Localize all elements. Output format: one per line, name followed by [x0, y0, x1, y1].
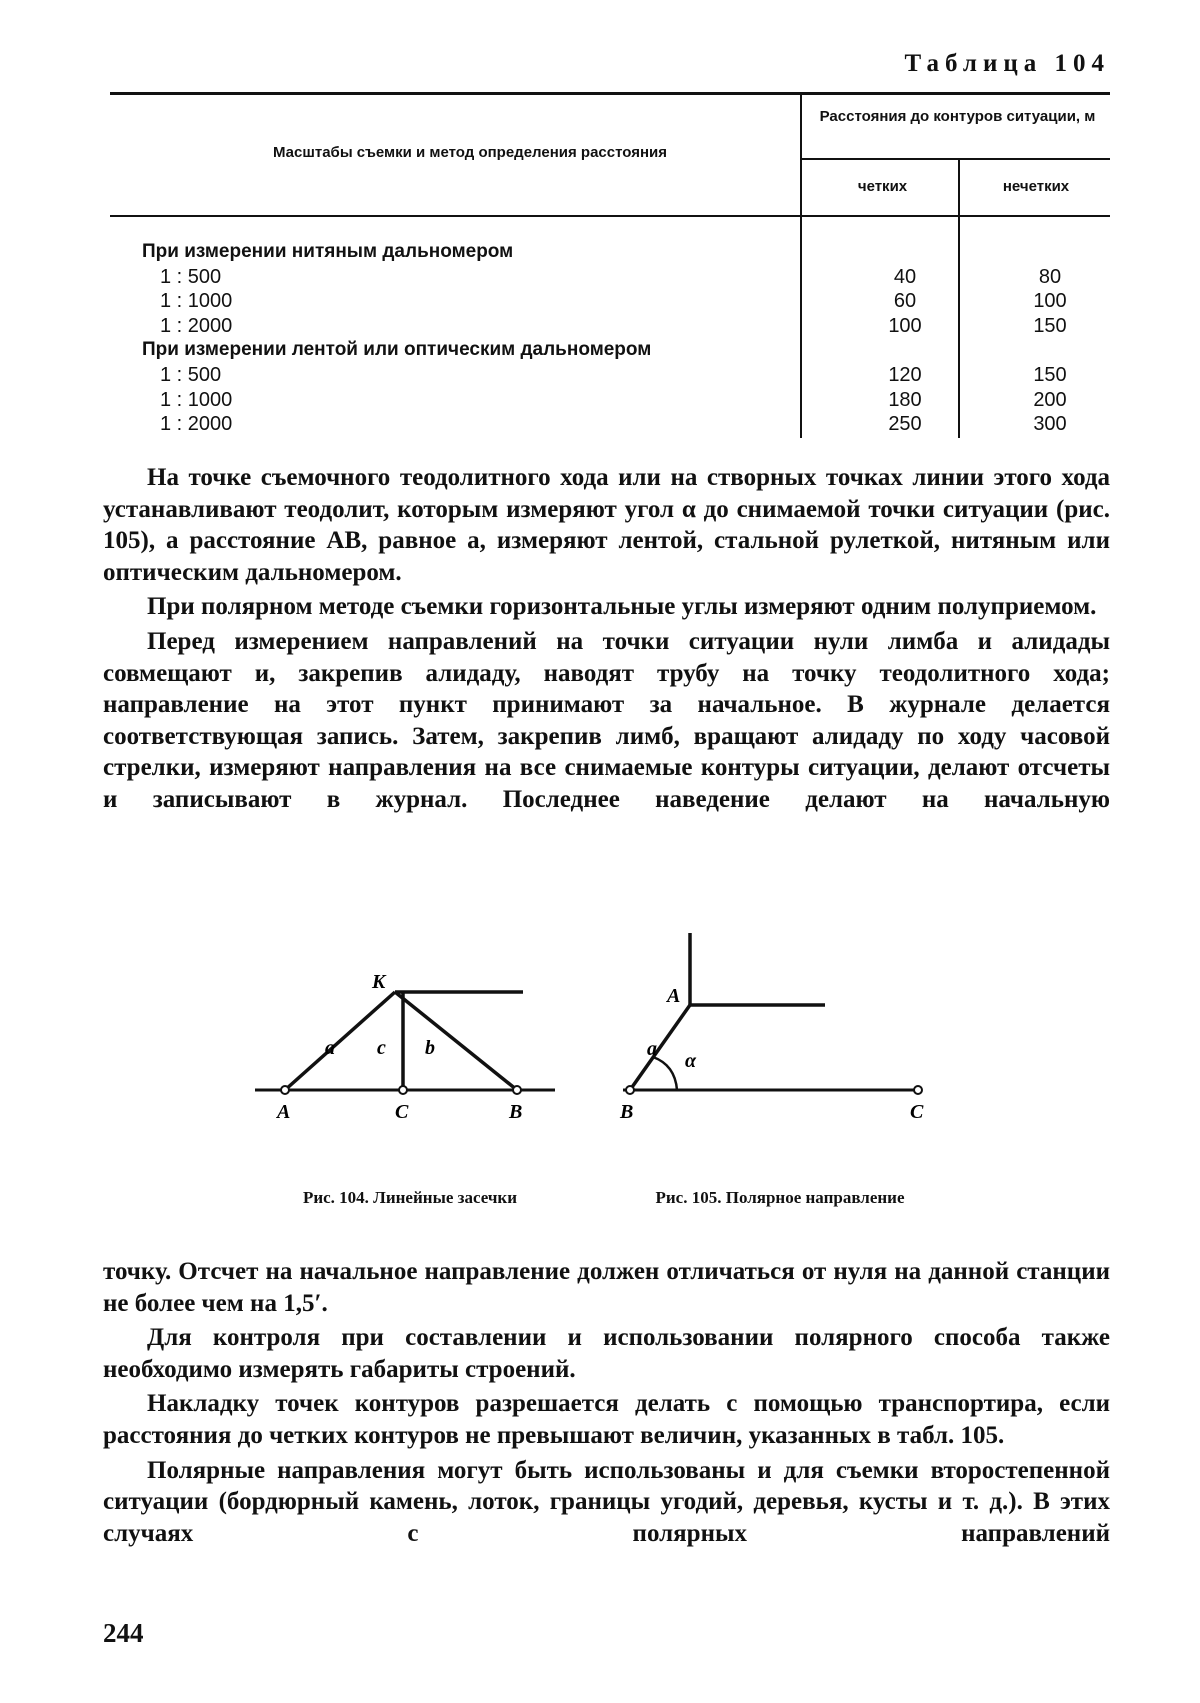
figure-105 [615, 925, 945, 1130]
paragraph: точку. Отсчет на начальное направление должен отличаться от нуля на данной станции не более чем на 1,5′. [103, 1258, 1110, 1317]
row-label: 1 : 2000 [160, 413, 233, 436]
row-label: 1 : 500 [160, 265, 222, 288]
header-clear: четких [857, 178, 908, 195]
text-top [103, 462, 1110, 816]
table-row [110, 314, 1110, 339]
cell-clear: 100 [888, 314, 922, 337]
point-c [399, 1086, 407, 1094]
table-group-rule [800, 158, 1110, 160]
header-unclear: нечетких [1002, 178, 1070, 195]
paragraph: Для контроля при составлении и использовании полярного способа также необходимо измерять габариты строений. [103, 1324, 1110, 1383]
cell-unclear: 150 [1033, 314, 1067, 337]
cell-clear: 180 [888, 388, 922, 411]
text-bottom [103, 1256, 1110, 1549]
table-row [110, 412, 1110, 437]
label-B: B [509, 1101, 523, 1123]
label-B: B [620, 1101, 634, 1123]
point-a [281, 1086, 289, 1094]
label-alpha: α [685, 1050, 697, 1072]
page-number: 244 [103, 1618, 144, 1648]
cell-unclear: 300 [1033, 413, 1067, 436]
row-label: При измерении нитяным дальномером [142, 241, 514, 262]
cell-unclear: 80 [1038, 265, 1062, 288]
cell-clear: 60 [893, 290, 917, 313]
header-scale-method: Масштабы съемки и метод определения расстояния [273, 144, 667, 161]
figure-105-drawing [615, 925, 945, 1130]
table-caption: Таблица 104 [904, 50, 1110, 77]
point-b [626, 1086, 634, 1094]
table-row [110, 388, 1110, 413]
label-A: A [277, 1101, 291, 1123]
paragraph: Перед измерением направлений на точки ситуации нули лимба и алидады совмещают и, закрепив алидаду, наводят трубу на точку теодолитного хода; направление на этот пункт принимают за начальное. В журнале делается соответствующая запись. Затем, закрепив лимб, вращают алидаду по ходу часовой стрелки, измеряют направления на все снимаемые контуры ситуации, делают отсчеты и записывают в журнал. Последнее наведение делают на начальную [103, 627, 1110, 813]
cell-clear: 250 [888, 413, 922, 436]
label-K: K [372, 971, 386, 993]
side-a [630, 1005, 690, 1090]
figure-104 [255, 930, 565, 1130]
paragraph: При полярном методе съемки горизонтальные углы измеряют одним полуприемом. [147, 593, 1097, 621]
paragraph: Накладку точек контуров разрешается делать с помощью транспортира, если расстояния до четких контуров не превышают величин, указанных в табл. 105. [103, 1390, 1110, 1449]
point-c [914, 1086, 922, 1094]
label-a: a [325, 1037, 335, 1059]
row-label: 1 : 1000 [160, 388, 233, 411]
label-C: C [910, 1101, 924, 1123]
figure-105-caption: Рис. 105. Полярное направление [655, 1188, 905, 1207]
point-b [513, 1086, 521, 1094]
cell-clear: 120 [888, 363, 922, 386]
paragraph: Полярные направления могут быть использованы и для съемки второстепенной ситуации (бордюрный камень, лоток, границы угодий, деревья, кусты и т. д.). В этих случаях с полярных направлений [103, 1456, 1110, 1547]
table-top-rule [110, 92, 1110, 95]
table-row [110, 265, 1110, 290]
row-label: 1 : 500 [160, 363, 222, 386]
table-header-rule [110, 215, 1110, 217]
table-row [110, 363, 1110, 388]
figure-104-caption: Рис. 104. Линейные засечки [302, 1188, 518, 1207]
table-row [110, 338, 1110, 363]
cell-unclear: 200 [1033, 388, 1067, 411]
distance-table [110, 92, 1110, 452]
label-A: A [667, 985, 681, 1007]
row-label: При измерении лентой или оптическим дальномером [142, 339, 652, 361]
paragraph: На точке съемочного теодолитного хода или на створных точках линии этого хода устанавливают теодолит, которым измеряют угол α до снимаемой точки ситуации (рис. 105), а расстояние AB, равное a, измеряют лентой, стальной рулеткой, нитяным или оптическим дальномером. [103, 464, 1110, 586]
angle-arc [653, 1057, 677, 1090]
figure-104-drawing [255, 930, 565, 1130]
table-row [110, 289, 1110, 314]
cell-unclear: 100 [1033, 290, 1067, 313]
table-body [110, 240, 1110, 437]
label-a: a [647, 1038, 657, 1060]
side-b [395, 992, 517, 1090]
row-label: 1 : 2000 [160, 314, 233, 337]
label-c: c [377, 1037, 386, 1059]
label-C: C [395, 1101, 409, 1123]
cell-unclear: 150 [1033, 363, 1067, 386]
row-label: 1 : 1000 [160, 290, 233, 313]
cell-clear: 40 [893, 265, 917, 288]
label-b: b [425, 1037, 435, 1059]
table-row [110, 240, 1110, 265]
header-distances: Расстояния до контуров ситуации, м [819, 108, 1096, 125]
